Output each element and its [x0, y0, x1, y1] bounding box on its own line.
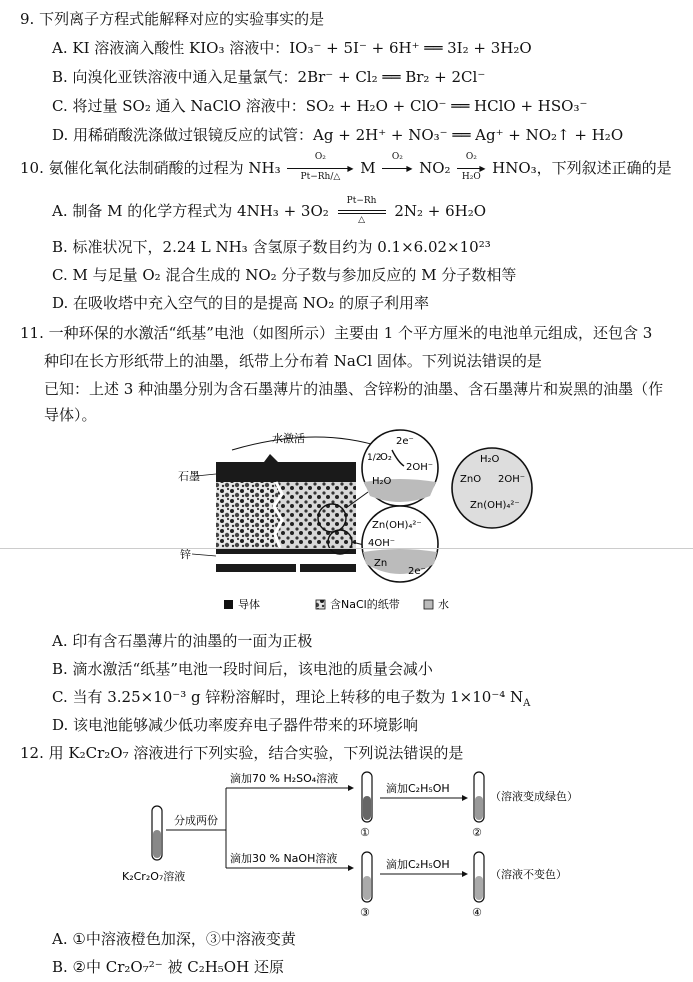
bottom-add-label: 滴加30 % NaOH溶液: [230, 852, 338, 865]
tube-3-label: ③: [360, 906, 370, 919]
page-fold-line: [0, 548, 693, 549]
q12-option-b: B. ②中 Cr₂O₇²⁻ 被 C₂H₅OH 还原: [52, 958, 284, 976]
q10-arrow3: O₂ ▶ H₂O: [455, 162, 487, 176]
legend-water-swatch: [424, 600, 433, 609]
q10-arrow1: O₂ ▶ Pt−Rh/△: [285, 162, 355, 176]
q11-option-d: D. 该电池能够减少低功率废弃电子器件带来的环境影响: [52, 716, 419, 734]
q11-option-a: A. 印有含石墨薄片的油墨的一面为正极: [52, 632, 313, 650]
c2-2oh: 2OH⁻: [498, 474, 526, 485]
c2-zno: ZnO: [460, 474, 482, 485]
graphite-layer: [216, 454, 356, 482]
c2-h2o: H₂O: [480, 454, 500, 465]
legend-conductor: 导体: [238, 598, 260, 611]
result-bottom: （溶液不变色）: [490, 868, 567, 881]
q11-stem-line2: 种印在长方形纸带上的油墨，纸带上分布着 NaCl 固体。下列说法错误的是: [44, 352, 542, 370]
q10-option-d: D. 在吸收塔中充入空气的目的是提高 NO₂ 的原子利用率: [52, 294, 430, 312]
q9-option-b: B. 向溴化亚铁溶液中通入足量氯气：2Br⁻ + Cl₂ ══ Br₂ + 2Cl⁻: [52, 68, 486, 86]
q10-arrow3-top: O₂: [465, 152, 477, 162]
paper-left: [216, 482, 278, 548]
c3-zn: Zn: [374, 558, 388, 569]
water-activation-label: 水激活: [272, 432, 305, 445]
tube-1-label: ①: [360, 826, 370, 839]
q9-option-a: A. KI 溶液滴入酸性 KIO₃ 溶液中：IO₃⁻ + 5I⁻ + 6H⁺ ══ 3I₂ + 3H₂O: [52, 39, 532, 57]
q10-option-c: C. M 与足量 O₂ 混合生成的 NO₂ 分子数与参加反应的 M 分子数相等: [52, 266, 517, 284]
water-arc: [232, 437, 390, 450]
zinc-label: 锌: [180, 548, 191, 561]
q10-stem-prefix: 10. 氨催化氧化法制硝酸的过程为 NH₃: [20, 159, 281, 177]
c3-2e: 2e⁻: [408, 566, 426, 577]
top-add-label: 滴加70 % H₂SO₄溶液: [230, 772, 339, 785]
legend-conductor-swatch: [224, 600, 233, 609]
legend-water: 水: [438, 598, 449, 611]
etoh-top-label: 滴加C₂H₅OH: [386, 782, 450, 795]
c3-zn-oh: Zn(OH)₄²⁻: [372, 520, 422, 531]
paper-right: [278, 482, 356, 548]
c1-o2: O₂: [380, 452, 392, 463]
split-label: 分成两份: [174, 814, 218, 827]
tube-2-label: ②: [472, 826, 482, 839]
q11-known-line1: 已知：上述 3 种油墨分别为含石墨薄片的油墨、含锌粉的油墨、含石墨薄片和炭黑的油墨（作: [44, 380, 664, 398]
q10-option-a: [52, 196, 487, 225]
q11-option-c: [52, 686, 530, 709]
q10-a-suffix: 2N₂ + 6H₂O: [394, 202, 487, 220]
q9-option-d: D. 用稀硝酸洗涤做过银镜反应的试管：Ag + 2H⁺ + NO₃⁻ ══ Ag⁺ + NO₂↑ + H₂O: [52, 126, 624, 144]
c1-2e: 2e⁻: [396, 436, 414, 447]
source-tube: [152, 806, 162, 860]
q11-c-sub: A: [523, 698, 531, 709]
q10-arrow1-bottom: Pt−Rh/△: [300, 172, 341, 182]
q11-known-line2: 导体）。: [44, 406, 97, 424]
c3-4oh: 4OH⁻: [368, 538, 396, 549]
q12-experiment-figure: [118, 770, 618, 920]
etoh-bottom-label: 滴加C₂H₅OH: [386, 858, 450, 871]
legend-paper: 含NaCl的纸带: [330, 598, 400, 611]
source-label: K₂Cr₂O₇溶液: [122, 870, 186, 883]
q10-no2: NO₂: [419, 159, 451, 177]
q11-stem-line1: 11. 一种环保的水激活“纸基”电池（如图所示）主要由 1 个平方厘米的电池单元组成，还包含 3: [20, 324, 653, 342]
q11-battery-figure: [160, 428, 550, 624]
graphite-label: 石墨: [178, 470, 200, 483]
c1-2oh: 2OH⁻: [406, 462, 434, 473]
q10-a-arrow-bottom: △: [358, 215, 365, 225]
q10-a-arrow: [334, 196, 390, 225]
q10-arrow3-bottom: H₂O: [461, 172, 481, 182]
q10-option-b: B. 标准状况下，2.24 L NH₃ 含氢原子数目约为 0.1×6.02×10²³: [52, 238, 491, 256]
legend-paper-swatch: [316, 600, 325, 609]
q10-arrow2: O₂ ▶: [380, 162, 414, 176]
q12-option-a: A. ①中溶液橙色加深，③中溶液变黄: [52, 930, 296, 948]
c1-h2o: H₂O: [372, 476, 392, 487]
q9-stem: 9. 下列离子方程式能解释对应的实验事实的是: [20, 10, 325, 28]
q10-arrow1-top: O₂: [314, 152, 326, 162]
q12-stem: 12. 用 K₂Cr₂O₇ 溶液进行下列实验，结合实验，下列说法错误的是: [20, 744, 464, 762]
c1-half: 1/2: [367, 453, 382, 463]
q11-c-prefix: C. 当有 3.25×10⁻³ g 锌粉溶解时，理论上转移的电子数为 1×10⁻⁴ N: [52, 688, 524, 706]
q10-stem: [20, 152, 672, 182]
q10-stem-suffix: HNO₃，下列叙述正确的是: [492, 159, 672, 177]
result-top: （溶液变成绿色）: [490, 790, 578, 803]
q11-option-b: B. 滴水激活“纸基”电池一段时间后，该电池的质量会减小: [52, 660, 433, 678]
q10-m: M: [360, 159, 376, 177]
q10-a-prefix: A. 制备 M 的化学方程式为 4NH₃ + 3O₂: [52, 202, 329, 220]
q10-a-arrow-top: Pt−Rh: [346, 196, 377, 206]
tube-4-label: ④: [472, 906, 482, 919]
q10-arrow2-top: O₂: [391, 152, 403, 162]
c2-zn: Zn(OH)₄²⁻: [470, 500, 520, 511]
q9-option-c: C. 将过量 SO₂ 通入 NaClO 溶液中：SO₂ + H₂O + ClO⁻ ══ HClO + HSO₃⁻: [52, 97, 588, 115]
